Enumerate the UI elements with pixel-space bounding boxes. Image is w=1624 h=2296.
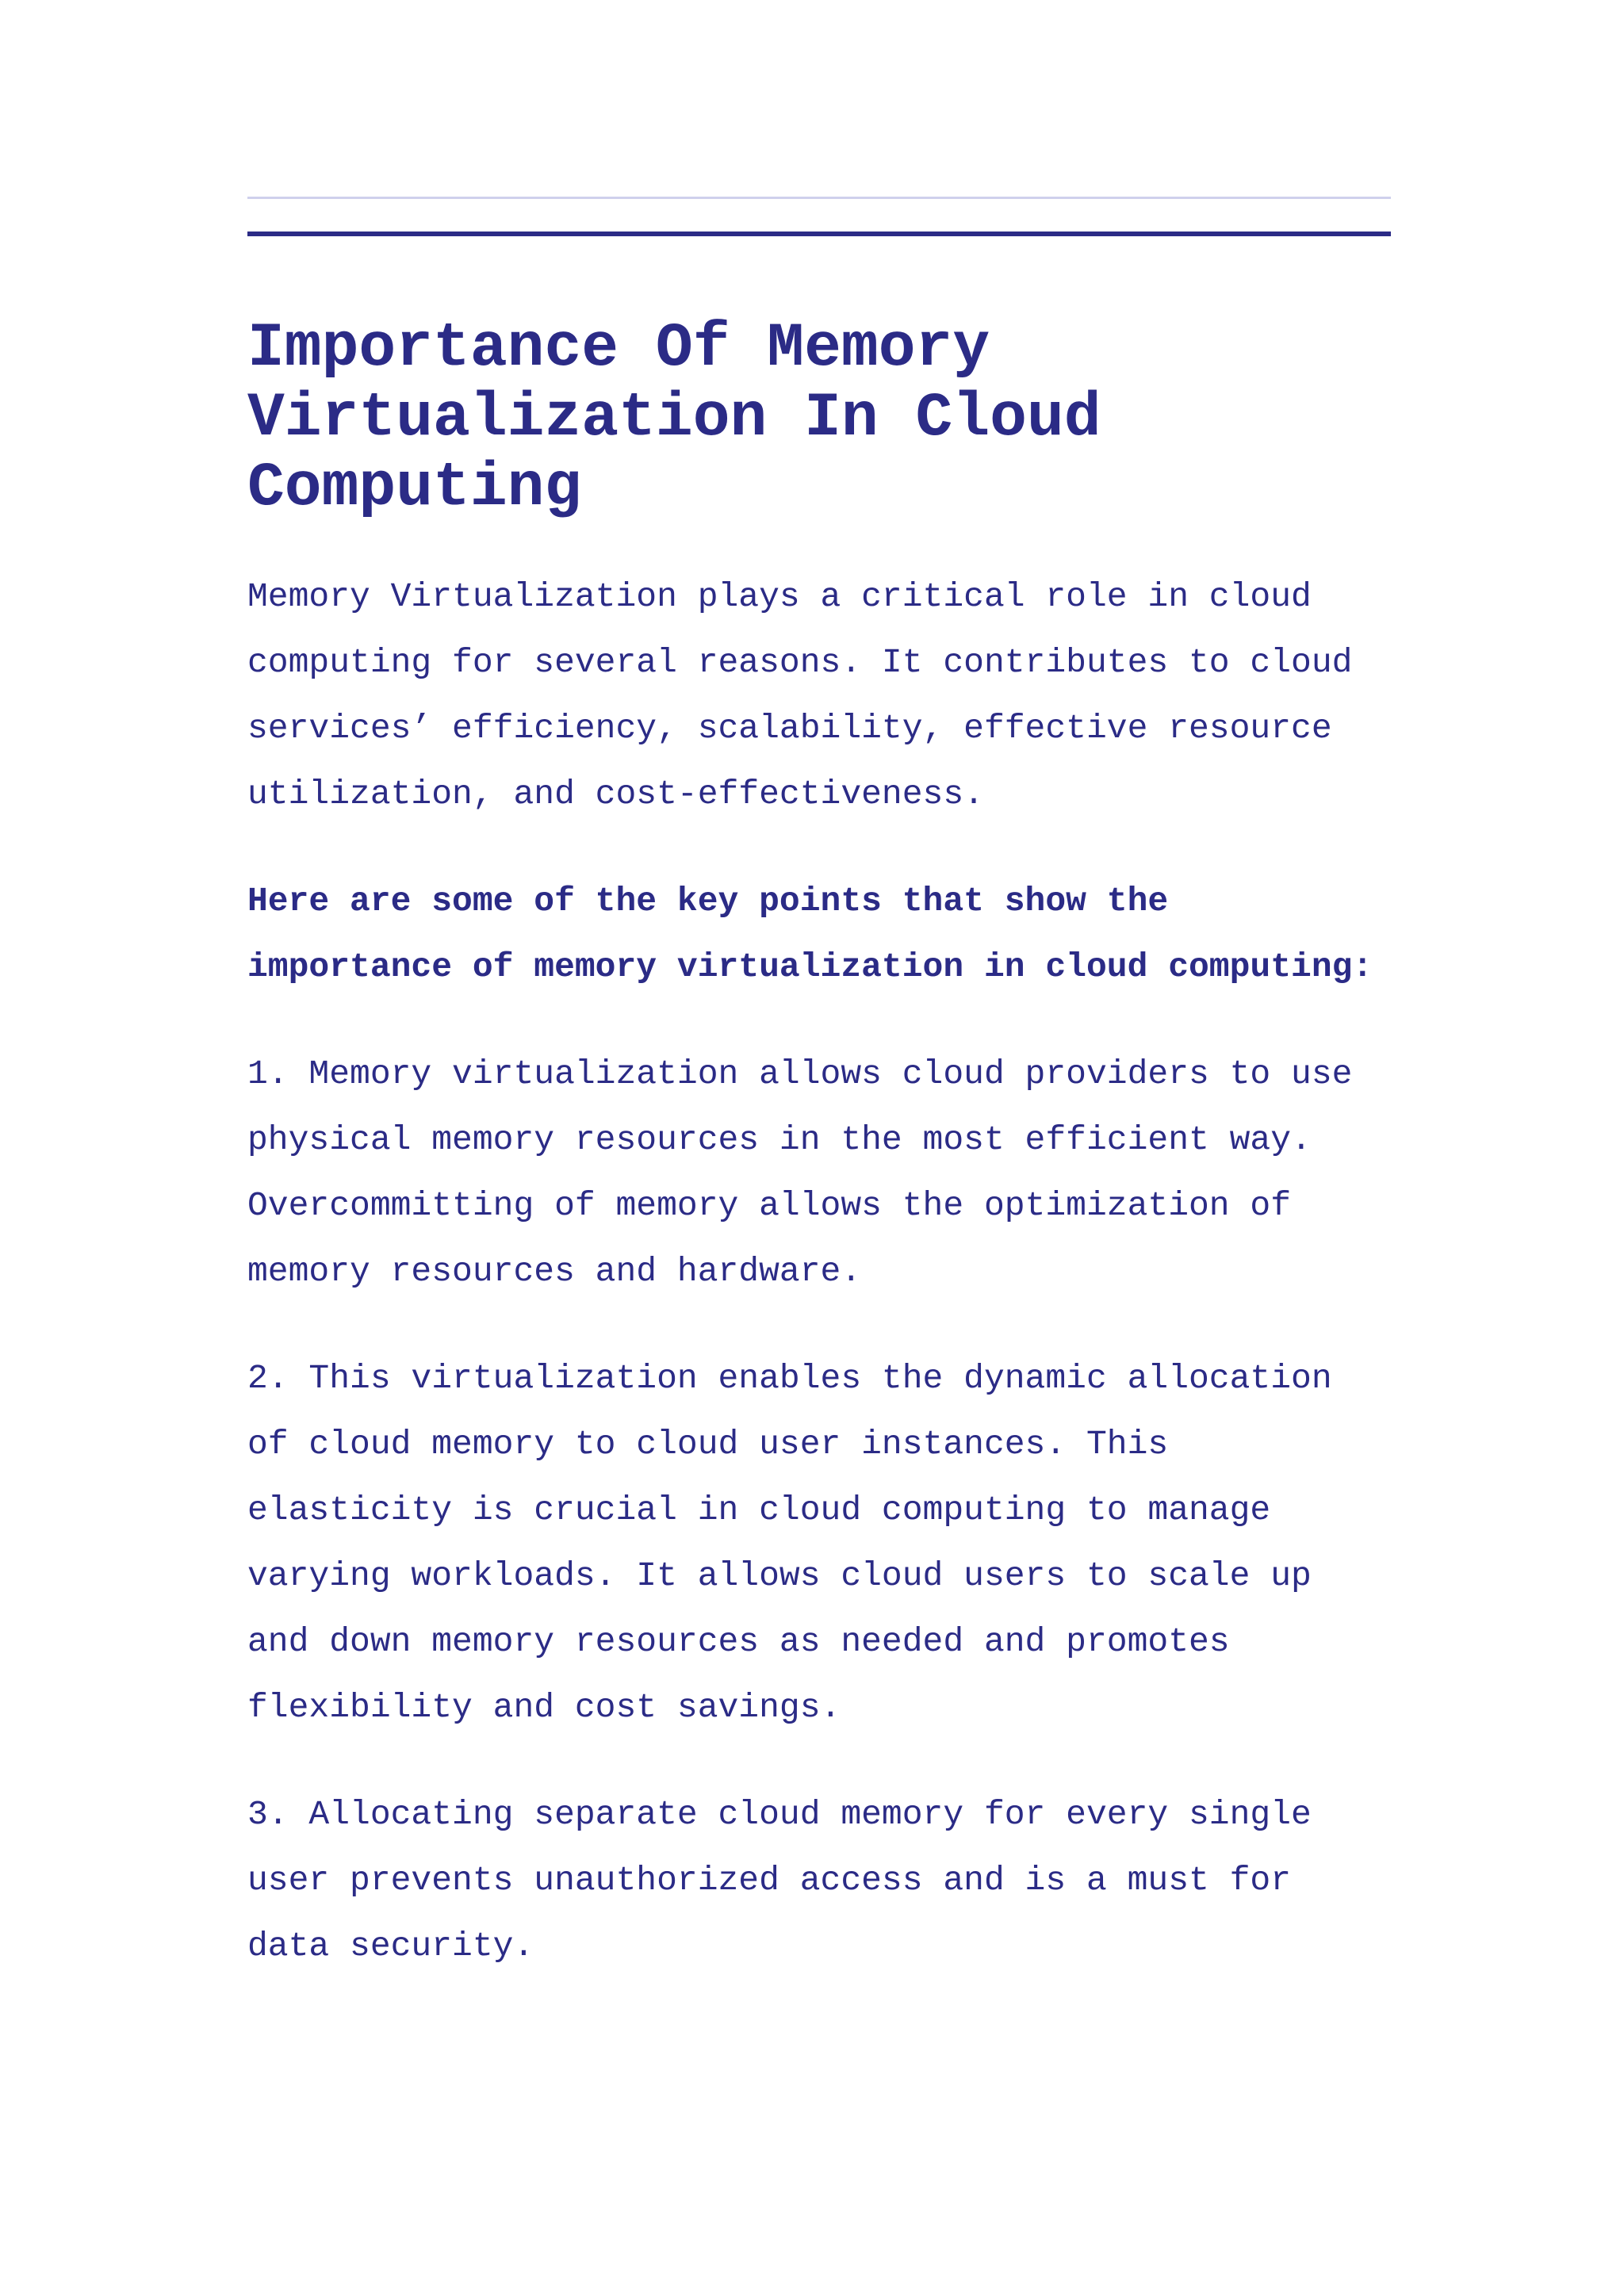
key-point-2: 2. This virtualization enables the dynamic allocation of cloud memory to cloud user instances. This elasticity is crucial in cloud computing to manage varying workloads. It allows cloud users to scale up and down memory resources as needed and promotes flexibility and cost savings.: [247, 1359, 1332, 1727]
top-divider-thick: [247, 232, 1391, 236]
article-title: Importance Of Memory Virtualization In Cloud Computing: [247, 314, 1101, 523]
top-divider-thin: [247, 197, 1391, 199]
key-points-lead: Here are some of the key points that show the importance of memory virtualization in cloud computing:: [247, 882, 1373, 986]
key-point-1: 1. Memory virtualization allows cloud providers to use physical memory resources in the most efficient way. Overcommitting of memory allows the optimization of memory resources and hardware.: [247, 1054, 1353, 1291]
intro-paragraph: Memory Virtualization plays a critical role in cloud computing for several reasons. It contributes to cloud services’ efficiency, scalability, effective resource utilization, and cost-effectiveness.: [247, 577, 1353, 813]
key-point-3: 3. Allocating separate cloud memory for every single user prevents unauthorized access and is a must for data security.: [247, 1795, 1312, 1965]
article-body: [247, 314, 1391, 1979]
